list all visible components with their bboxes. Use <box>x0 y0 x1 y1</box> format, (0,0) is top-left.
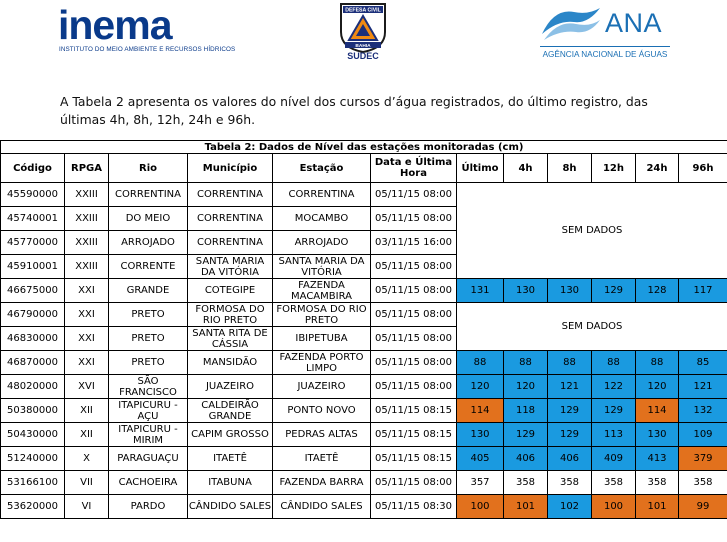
level-value: 130 <box>457 423 504 447</box>
level-value: 114 <box>636 399 679 423</box>
station-code: 48020000 <box>1 375 65 399</box>
station-name: CORRENTINA <box>273 183 371 207</box>
sudec-state-text: BAHIA <box>355 44 371 49</box>
level-value: 405 <box>457 447 504 471</box>
date-time: 05/11/15 08:00 <box>371 183 457 207</box>
municipality: COTEGIPE <box>188 279 273 303</box>
level-value: 120 <box>636 375 679 399</box>
table-row <box>1 303 727 327</box>
table-row <box>1 351 727 375</box>
level-value: 130 <box>636 423 679 447</box>
station-code: 46870000 <box>1 351 65 375</box>
no-data-cell: SEM DADOS <box>457 303 727 351</box>
date-time: 05/11/15 08:00 <box>371 327 457 351</box>
table-row <box>1 375 727 399</box>
column-header: Código <box>1 154 65 183</box>
station-code: 46675000 <box>1 279 65 303</box>
river: PRETO <box>109 327 188 351</box>
table-row <box>1 423 727 447</box>
level-value: 101 <box>636 495 679 519</box>
station-code: 50380000 <box>1 399 65 423</box>
river: PRETO <box>109 303 188 327</box>
level-value: 357 <box>457 471 504 495</box>
date-time: 03/11/15 16:00 <box>371 231 457 255</box>
date-time: 05/11/15 08:00 <box>371 375 457 399</box>
river: DO MEIO <box>109 207 188 231</box>
station-name: FAZENDA BARRA <box>273 471 371 495</box>
rpga: XII <box>65 423 109 447</box>
level-value: 85 <box>679 351 727 375</box>
rpga: XVI <box>65 375 109 399</box>
station-code: 45770000 <box>1 231 65 255</box>
level-value: 88 <box>636 351 679 375</box>
ana-subtitle: AGÊNCIA NACIONAL DE ÁGUAS <box>542 50 668 59</box>
sudec-name: SUDEC <box>347 51 379 60</box>
municipality: JUAZEIRO <box>188 375 273 399</box>
rpga: XXI <box>65 327 109 351</box>
inema-wordmark: inema <box>58 2 172 48</box>
station-name: PONTO NOVO <box>273 399 371 423</box>
level-value: 409 <box>592 447 636 471</box>
level-value: 102 <box>548 495 592 519</box>
river: PRETO <box>109 351 188 375</box>
column-header: Data e Última Hora <box>371 154 457 183</box>
level-value: 88 <box>548 351 592 375</box>
municipality: SANTA RITA DE CÁSSIA <box>188 327 273 351</box>
table-row <box>1 447 727 471</box>
level-value: 120 <box>457 375 504 399</box>
station-name: IBIPETUBA <box>273 327 371 351</box>
date-time: 05/11/15 08:00 <box>371 351 457 375</box>
table-row <box>1 279 727 303</box>
level-value: 406 <box>548 447 592 471</box>
level-value: 129 <box>504 423 548 447</box>
column-header: Estação <box>273 154 371 183</box>
station-code: 45740001 <box>1 207 65 231</box>
river: SÃO FRANCISCO <box>109 375 188 399</box>
rpga: XXIII <box>65 231 109 255</box>
rpga: XII <box>65 399 109 423</box>
level-value: 88 <box>457 351 504 375</box>
river: CACHOEIRA <box>109 471 188 495</box>
station-code: 51240000 <box>1 447 65 471</box>
ana-divider <box>540 46 670 47</box>
level-value: 114 <box>457 399 504 423</box>
municipality: CAPIM GROSSO <box>188 423 273 447</box>
column-header: 24h <box>636 154 679 183</box>
level-value: 100 <box>592 495 636 519</box>
level-value: 129 <box>592 399 636 423</box>
level-value: 413 <box>636 447 679 471</box>
municipality: FORMOSA DO RIO PRETO <box>188 303 273 327</box>
level-value: 358 <box>679 471 727 495</box>
intro-paragraph: A Tabela 2 apresenta os valores do nível dos cursos d’água registrados, do último registro, das últimas 4h, 8h, 12h, 24h e 96h. <box>60 94 648 127</box>
station-code: 45910001 <box>1 255 65 279</box>
station-code: 46790000 <box>1 303 65 327</box>
river: PARDO <box>109 495 188 519</box>
date-time: 05/11/15 08:00 <box>371 471 457 495</box>
ana-logo <box>540 4 670 64</box>
station-code: 53166100 <box>1 471 65 495</box>
rpga: XXIII <box>65 183 109 207</box>
station-name: ARROJADO <box>273 231 371 255</box>
rpga: XXIII <box>65 255 109 279</box>
table-row <box>1 471 727 495</box>
level-value: 122 <box>592 375 636 399</box>
date-time: 05/11/15 08:00 <box>371 279 457 303</box>
table-title: Tabela 2: Dados de Nível das estações monitoradas (cm) <box>1 141 727 154</box>
ana-wordmark: ANA <box>605 8 663 38</box>
station-name: FORMOSA DO RIO PRETO <box>273 303 371 327</box>
column-header: 4h <box>504 154 548 183</box>
inema-subtitle: INSTITUTO DO MEIO AMBIENTE E RECURSOS HÍDRICOS <box>59 46 236 53</box>
station-name: CÂNDIDO SALES <box>273 495 371 519</box>
no-data-cell: SEM DADOS <box>457 183 727 279</box>
station-name: FAZENDA PORTO LIMPO <box>273 351 371 375</box>
date-time: 05/11/15 08:15 <box>371 423 457 447</box>
level-value: 100 <box>457 495 504 519</box>
column-header: 12h <box>592 154 636 183</box>
rpga: XXI <box>65 303 109 327</box>
municipality: CORRENTINA <box>188 183 273 207</box>
level-value: 109 <box>679 423 727 447</box>
municipality: SANTA MARIA DA VITÓRIA <box>188 255 273 279</box>
level-value: 129 <box>548 399 592 423</box>
station-code: 46830000 <box>1 327 65 351</box>
river: ARROJADO <box>109 231 188 255</box>
level-value: 117 <box>679 279 727 303</box>
sudec-top-text: DEFESA CIVIL <box>345 7 381 14</box>
level-value: 99 <box>679 495 727 519</box>
level-value: 121 <box>548 375 592 399</box>
level-value: 379 <box>679 447 727 471</box>
station-name: ITAETÊ <box>273 447 371 471</box>
river: CORRENTINA <box>109 183 188 207</box>
column-header: Município <box>188 154 273 183</box>
ana-wave-icon <box>540 4 602 44</box>
sudec-logo <box>337 2 389 60</box>
date-time: 05/11/15 08:00 <box>371 303 457 327</box>
level-value: 88 <box>504 351 548 375</box>
level-value: 358 <box>548 471 592 495</box>
date-time: 05/11/15 08:00 <box>371 207 457 231</box>
station-name: PEDRAS ALTAS <box>273 423 371 447</box>
level-value: 406 <box>504 447 548 471</box>
date-time: 05/11/15 08:15 <box>371 447 457 471</box>
level-value: 128 <box>636 279 679 303</box>
level-value: 88 <box>592 351 636 375</box>
date-time: 05/11/15 08:30 <box>371 495 457 519</box>
station-name: MOCAMBO <box>273 207 371 231</box>
municipality: ITABUNA <box>188 471 273 495</box>
level-value: 131 <box>457 279 504 303</box>
level-value: 129 <box>592 279 636 303</box>
station-code: 53620000 <box>1 495 65 519</box>
river: PARAGUAÇU <box>109 447 188 471</box>
rpga: VII <box>65 471 109 495</box>
table-row <box>1 495 727 519</box>
level-value: 358 <box>504 471 548 495</box>
rpga: XXI <box>65 351 109 375</box>
rpga: XXI <box>65 279 109 303</box>
level-value: 101 <box>504 495 548 519</box>
river: GRANDE <box>109 279 188 303</box>
sudec-shield-icon <box>337 2 389 60</box>
municipality: CORRENTINA <box>188 231 273 255</box>
level-value: 358 <box>592 471 636 495</box>
river: CORRENTE <box>109 255 188 279</box>
level-value: 130 <box>504 279 548 303</box>
level-value: 121 <box>679 375 727 399</box>
column-header: Último <box>457 154 504 183</box>
level-value: 120 <box>504 375 548 399</box>
station-name: SANTA MARIA DA VITÓRIA <box>273 255 371 279</box>
column-header: Rio <box>109 154 188 183</box>
water-level-table <box>0 140 727 519</box>
column-header: 96h <box>679 154 727 183</box>
station-name: FAZENDA MACAMBIRA <box>273 279 371 303</box>
municipality: CÂNDIDO SALES <box>188 495 273 519</box>
level-value: 118 <box>504 399 548 423</box>
level-value: 132 <box>679 399 727 423</box>
level-value: 130 <box>548 279 592 303</box>
municipality: ITAETÊ <box>188 447 273 471</box>
rpga: VI <box>65 495 109 519</box>
inema-logo <box>58 2 236 54</box>
station-code: 50430000 <box>1 423 65 447</box>
table-row <box>1 399 727 423</box>
municipality: CORRENTINA <box>188 207 273 231</box>
rpga: X <box>65 447 109 471</box>
table-row <box>1 183 727 207</box>
level-value: 129 <box>548 423 592 447</box>
river: ITAPICURU - MIRIM <box>109 423 188 447</box>
level-value: 358 <box>636 471 679 495</box>
level-value: 113 <box>592 423 636 447</box>
column-header: RPGA <box>65 154 109 183</box>
column-header: 8h <box>548 154 592 183</box>
municipality: CALDEIRÃO GRANDE <box>188 399 273 423</box>
station-name: JUAZEIRO <box>273 375 371 399</box>
table-header-row <box>1 154 727 183</box>
rpga: XXIII <box>65 207 109 231</box>
table-body <box>1 183 727 519</box>
river: ITAPICURU - AÇU <box>109 399 188 423</box>
date-time: 05/11/15 08:15 <box>371 399 457 423</box>
municipality: MANSIDÃO <box>188 351 273 375</box>
date-time: 05/11/15 08:00 <box>371 255 457 279</box>
station-code: 45590000 <box>1 183 65 207</box>
